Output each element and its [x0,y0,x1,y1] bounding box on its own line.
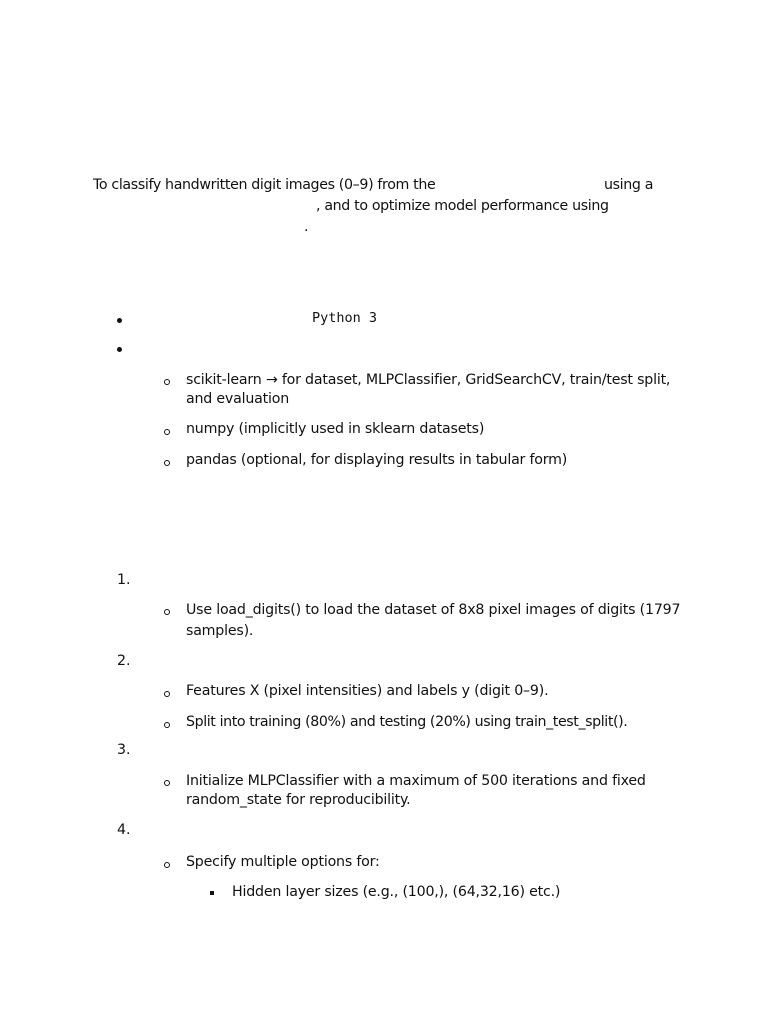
bullet-icon [117,347,122,352]
circle-bullet-icon [164,780,170,786]
step-number: 1. [117,572,131,588]
circle-bullet-icon [164,379,170,385]
step-2-item-features: Features X (pixel intensities) and labels y (digit 0–9). [186,683,549,699]
aim-text-line1-end: using a [604,177,654,193]
tools-language: Python 3 [312,310,378,326]
step-1-item-cont: samples). [186,623,254,639]
square-bullet-icon [210,891,214,895]
step-1-item: Use load_digits() to load the dataset of 8x8 pixel images of digits (1797 [186,602,681,618]
circle-bullet-icon [164,609,170,615]
step-4-subitem: Hidden layer sizes (e.g., (100,), (64,32,16) etc.) [232,884,561,900]
circle-bullet-icon [164,460,170,466]
circle-bullet-icon [164,429,170,435]
step-number: 2. [117,653,131,669]
step-3-item-cont: random_state for reproducibility. [186,792,411,808]
aim-text-line3: . [304,219,309,235]
aim-text-line1-start: To classify handwritten digit images (0–9) from the [93,177,436,193]
step-2-item-split: Split into training (80%) and testing (20%) using train_test_split(). [186,714,628,730]
library-item-numpy: numpy (implicitly used in sklearn datasets) [186,421,485,437]
circle-bullet-icon [164,722,170,728]
library-item-scikit-learn: scikit-learn → for dataset, MLPClassifier, GridSearchCV, train/test split, [186,372,671,388]
step-3-item: Initialize MLPClassifier with a maximum of 500 iterations and fixed [186,773,646,789]
circle-bullet-icon [164,862,170,868]
step-number: 4. [117,822,131,838]
step-number: 3. [117,742,131,758]
aim-text-line2: , and to optimize model performance using [316,198,609,214]
bullet-icon [117,318,122,323]
step-4-item: Specify multiple options for: [186,854,380,870]
library-item-scikit-learn-cont: and evaluation [186,391,290,407]
library-item-pandas: pandas (optional, for displaying results in tabular form) [186,452,568,468]
circle-bullet-icon [164,691,170,697]
